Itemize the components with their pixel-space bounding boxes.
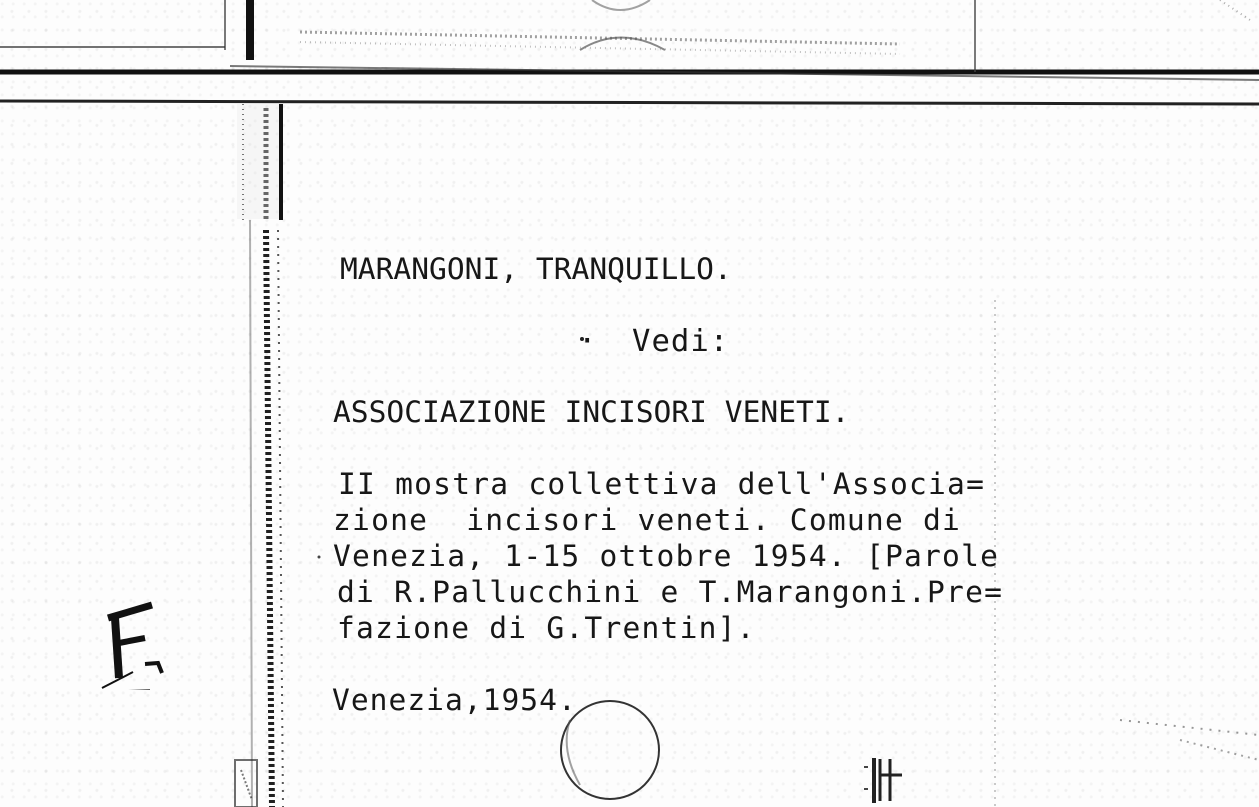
card-edge bbox=[0, 101, 1259, 104]
f-stamp bbox=[100, 600, 180, 690]
see-also-bullet: · bbox=[578, 324, 598, 359]
left-binding-strip bbox=[266, 230, 272, 807]
description-line-1: II mostra collettiva dell'Associa= bbox=[338, 467, 986, 501]
reference-heading: ASSOCIAZIONE INCISORI VENETI. bbox=[333, 395, 850, 429]
main-heading: MARANGONI, TRANQUILLO. bbox=[340, 252, 732, 286]
description-line-4: di R.Pallucchini e T.Marangoni.Pre= bbox=[337, 575, 1004, 609]
imprint: Venezia,1954. bbox=[332, 683, 577, 717]
catalog-mark-144 bbox=[860, 755, 905, 807]
see-also-label: Vedi: bbox=[632, 324, 730, 359]
stamp-letter-f-stroke bbox=[108, 605, 152, 618]
description-line-5: fazione di G.Trentin]. bbox=[337, 611, 756, 645]
description-line-3: Venezia, 1-15 ottobre 1954. [Parole bbox=[333, 539, 1000, 573]
description-line-2: zione incisori veneti. Comune di bbox=[333, 503, 962, 537]
